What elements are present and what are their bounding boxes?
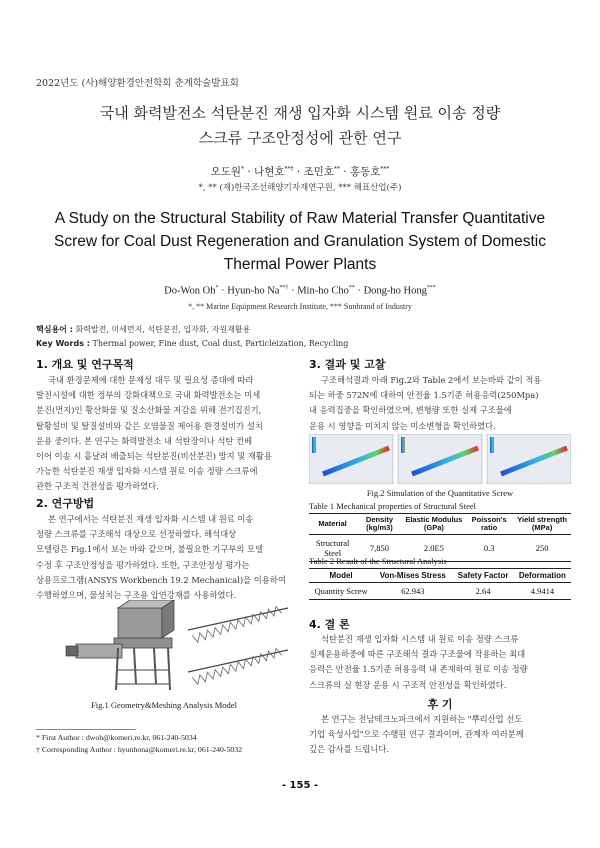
machine-frame [66,600,174,690]
body-line: 관한 구조적 건전성을 평가하였다. [36,481,159,492]
author-name: 나현호 [254,166,285,178]
author-mark: *** [426,285,436,291]
english-authors [0,285,600,297]
table-header: Safety Factor [452,569,513,583]
author-name: 조민호 [303,166,334,178]
section-3-title: 3. 결과 및 고찰 [309,358,386,371]
body-line: 내 응력집중을 확인하였으며, 변형량 또한 실제 구조물에 [309,405,512,416]
body-line: 분진(먼지)인 황산화물 및 질소산화물 저감을 위해 전기집진기, [36,405,262,416]
sim-panel-1 [309,434,393,484]
fig2-caption: Fig.2 Simulation of the Quantitative Screw [366,488,514,498]
section-1-title: 1. 개요 및 연구목적 [36,358,134,371]
body-line: 되는 하중 572N에 대하여 안전율 1.5기준 허용응력(250Mpa) [309,390,539,401]
body-line: 실제운용하중에 따른 구조해석 결과 구조물에 작용하는 최대 [309,649,526,660]
mesh-screw-lower [188,648,288,686]
body-line: 기업 육성사업"으로 수행된 연구 결과이며, 관계자 여러분께 [309,729,524,740]
body-line: 본 연구는 전남테크노파크에서 지원하는 "뿌리산업 선도 [321,714,523,724]
body-line: 응력은 안전율 1.5기준 허용응력 내 존재하여 원료 이송 정량 [309,664,528,675]
korean-title-line-2: 스크류 구조안정성에 관한 연구 [198,129,402,147]
body-line: 운용 중이다. 본 연구는 화력발전소 내 석탄장이나 석탄 컨베 [36,435,253,446]
author-name: 오도원 [210,166,242,178]
author-mark: * [215,285,219,291]
korean-authors [0,164,600,179]
english-affiliation: *, ** Marine Equipment Research Institute, *** Sunbrand of Industry [188,302,412,311]
body-line: 수행하였으며, 물성치는 구조용 압연강재를 사용하였다. [36,590,237,601]
body-line: 수정 후 구조안정성을 평가하였다. 또한, 구조안정성 평가는 [36,559,250,570]
footnote-first-author: * First Author : dwoh@komeri.re.kr, 061-240-5034 [36,733,197,742]
body-line: 스크류의 실 현장 운용 시 구조적 안전성을 확인하였다. [309,679,507,690]
author-separator: · [291,285,295,297]
korean-affiliation: *, ** (재)한국조선해양기자재연구원, *** 해표산업(주) [198,183,402,193]
english-title-line-1: A Study on the Structural Stability of Raw Material Transfer Quantitative [54,210,546,227]
body-line: 가능한 석탄분진 재생 입자화 시스템 원료 이송 정량 스크류에 [36,466,258,477]
table-header: Density (kg/m3) [356,514,403,535]
table-header: Yield strength (MPa) [513,514,571,535]
fig1-model-illustration [56,600,290,692]
author-name: 홍동호 [349,166,381,178]
acknowledgement-title: 후 기 [427,698,453,711]
body-line: 깊은 감사를 드립니다. [309,744,390,755]
body-line: 상용프로그램(ANSYS Workbench 19.2 Mechanical)을 이용하여 [36,574,286,585]
conference-name: 2022년도 (사)해양환경안전학회 춘계학술발표회 [36,78,239,89]
body-line: 석탄분진 재생 입자화 시스템 내 원료 이송 정량 스크류 [321,634,519,644]
table-cell: 62.943 [373,583,452,600]
page-number: - 155 - [281,780,319,791]
section-2-title: 2. 연구방법 [36,497,95,510]
table-header: Model [309,569,373,583]
author-separator: · [357,285,361,297]
author-mark: ** [333,165,340,173]
author-name: Dong-ho Hong [363,285,427,297]
footnote-divider [36,729,136,730]
table-header-row [309,514,571,535]
acknowledgement-body [309,712,571,758]
table-structural-analysis-result [309,568,571,600]
author-separator: · [247,166,251,178]
table-header: Von-Mises Stress [373,569,452,583]
keywords-text: 화력발전, 미세먼지, 석탄분진, 입자화, 자원재활용 [75,325,251,334]
table-cell: 250 [513,535,571,562]
body-line: 운용 시 영향을 미치지 않는 미소변형을 확인하였다. [309,420,496,431]
table2-caption: Table 2 Result of the Structural Analysis [309,556,447,566]
body-line: 본 연구에서는 석탄분진 재생 입자화 시스템 내 원료 이송 [48,514,254,524]
sim-panel-2 [398,434,482,484]
body-line: 탈황설비 및 탈질설비와 같은 오염물질 제어용 환경설비가 설치 [36,420,263,431]
author-mark: ** [348,285,355,291]
body-line: 이어 이송 시 흩날려 배출되는 석탄분진(비산분진) 방지 및 재활용 [36,451,272,462]
author-mark: **† [284,165,294,173]
table-header: Material [309,514,356,535]
section-3-body [309,373,571,434]
author-separator: · [343,166,347,178]
english-title-line-3: Thermal Power Plants [223,256,377,273]
author-separator: · [221,285,225,297]
sim-panel-3 [487,434,571,484]
table-mechanical-properties [309,513,571,562]
table-row [309,583,571,600]
table-header: Elastic Modulus (GPa) [403,514,465,535]
table-cell: 0.3 [465,535,513,562]
section-1-body [36,373,292,495]
table-cell: Quantity Screw [309,583,373,600]
table-cell: 2.0E5 [403,535,465,562]
author-mark: **† [279,285,289,291]
korean-title-line-1: 국내 화력발전소 석탄분진 재생 입자화 시스템 원료 이송 정량 [99,104,501,122]
english-title-line-2: Screw for Coal Dust Regeneration and Granulation System of Domestic [54,233,546,250]
english-keywords [36,339,348,348]
body-line: 국내 환경문제에 대한 문제성 대두 및 필요성 증대에 따라 [48,375,254,385]
keywords-label: 핵심용어 : [36,325,73,334]
section-4-title: 4. 결 론 [309,618,350,631]
author-name: Min-ho Cho [297,285,349,297]
table-cell: 4.9414 [514,583,571,600]
table-cell: 2.64 [452,583,513,600]
body-line: 구조해석결과 아래 Fig.2와 Table 2에서 보는바와 같이 적용 [321,375,542,385]
fig1-caption: Fig.1 Geometry&Meshing Analysis Model [91,700,237,710]
mesh-screw-upper [188,606,288,644]
section-2-body [36,512,292,603]
author-name: Hyun-ho Na [227,285,280,297]
keywords-text: Thermal power, Fine dust, Coal dust, Particleization, Recycling [92,339,349,348]
author-name: Do-Won Oh [164,285,216,297]
author-mark: *** [380,165,390,173]
body-line: 모델링은 Fig.1에서 보는 바와 같으며, 불필요한 기구부의 모델 [36,544,264,555]
table1-caption: Table 1 Mechanical properties of Structural Steel [309,501,476,511]
author-mark: * [241,165,245,173]
table-cell: Structural Steel [309,535,356,562]
korean-keywords [36,324,250,335]
fig2-simulation-panels [309,434,571,484]
table-header: Deformation [514,569,571,583]
table-cell: 7,850 [356,535,403,562]
body-line: 정량 스크류를 구조해석 대상으로 선정하였다. 해석대상 [36,529,237,540]
body-line: 발전시설에 대한 정부의 강화대책으로 국내 화력발전소는 미세 [36,390,261,401]
keywords-label: Key Words : [36,339,90,348]
table-header-row [309,569,571,583]
section-4-body [309,632,571,693]
footnote-corresponding-author: † Corresponding Author : hyunhona@komeri.re.kr, 061-240-5032 [36,745,243,754]
author-separator: · [296,166,301,178]
table-header: Poisson's ratio [465,514,513,535]
